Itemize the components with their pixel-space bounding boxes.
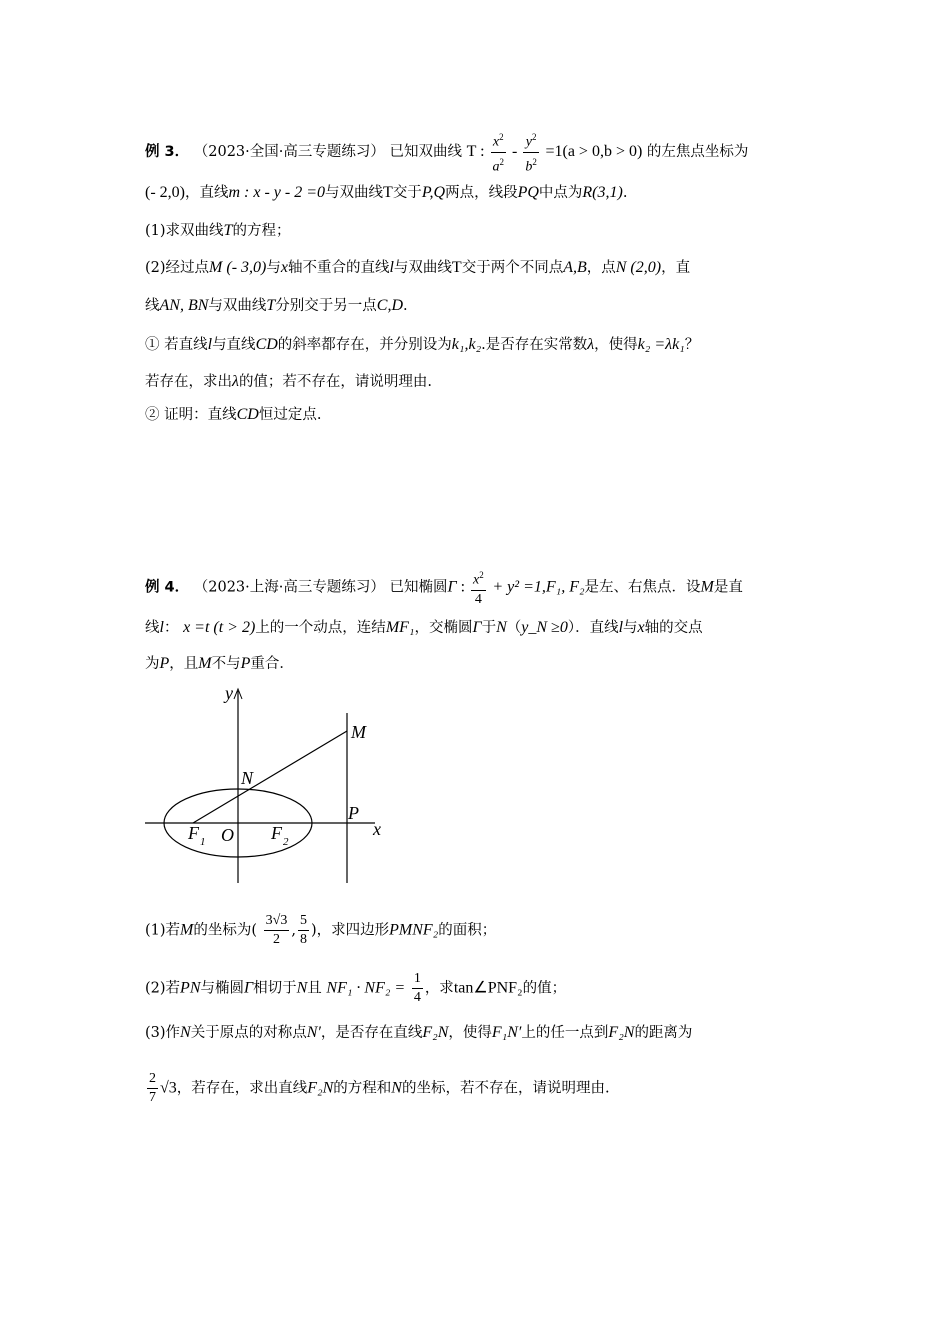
ex4-q3-line-1: (3)作N关于原点的对称点N′，是否存在直线F₂N，使得F₁N′上的任一点到F₂N的距离为	[145, 1024, 693, 1041]
ex4-frac: $\frac{x^2}{4}$	[471, 566, 486, 609]
ex3-s2: ② 证明：直线CD恒过定点.	[145, 406, 322, 423]
q2-frac: $\frac{1}{4}$	[413, 971, 421, 1005]
ex4-source: （2023·上海·高三专题练习）	[193, 579, 385, 596]
ellipse-figure	[145, 683, 395, 893]
label-N: N	[241, 768, 254, 788]
ex3-frac-y: $\frac{y^2}{b^2}$	[523, 128, 539, 176]
ex3-s1-line-1: ① 若直线l与直线CD的斜率都存在，并分别设为k₁,k₂.是否存在实常数λ，使得k₂ =λk₁？	[145, 336, 700, 353]
ex4-line-3: 为P，且M不与P重合．	[145, 655, 294, 672]
ex3-point-M: M (- 3,0)	[209, 259, 267, 276]
ex3-curve: T	[466, 143, 477, 161]
label-M: M	[351, 722, 366, 742]
q1-frac-2: $\frac{5}{8}$	[299, 913, 307, 947]
label-F1: F	[188, 823, 199, 843]
ellipse-diagram	[145, 683, 395, 893]
ex4-label: 例 4．	[145, 579, 190, 596]
ex3-line-m: m : x - y - 2 =0	[228, 184, 326, 201]
ex4-q2: (2)若PN与椭圆Γ相切于N且 NF₁ · NF₂ = $\frac{1}{4}$ ，求tan∠PNF₂的值；	[145, 971, 567, 1005]
ex3-condition: =1(a > 0,b > 0)	[545, 143, 643, 161]
ex3-point-R: R(3,1)	[582, 184, 623, 201]
ex3-s1-line-2: 若存在，求出λ的值；若不存在，请说明理由.	[145, 373, 433, 390]
label-F2-sub: 2	[283, 836, 289, 848]
ex3-intro: 已知双曲线	[389, 144, 462, 161]
line-MF1	[193, 731, 347, 823]
label-y: y	[225, 683, 233, 703]
label-O: O	[221, 825, 234, 845]
ex3-line-2: (- 2,0)，直线m : x - y - 2 =0与双曲线T交于P,Q两点，线段PQ中点为R(3,1).	[145, 184, 628, 201]
ex3-q2-line-2: 线AN, BN与双曲线T分别交于另一点C,D.	[145, 297, 408, 314]
ex3-focus: (- 2,0)	[145, 184, 185, 201]
label-x: x	[373, 819, 381, 839]
ex3-after: 的左焦点坐标为	[646, 144, 749, 161]
ex3-line-1: 例 3． （2023·全国·高三专题练习） 已知双曲线 T : $\frac{x^2}{a^2}$ - $\frac{y^2}{b^2}$ =1(a > 0,b > 0) 的左焦点坐标为	[145, 128, 748, 176]
ex4-q1: (1)若M的坐标为( $\frac{3√3}{2}$ , $\frac{5}{8}$ )，求四边形PMNF₂的面积；	[145, 913, 497, 947]
ex3-q1: (1)求双曲线T的方程；	[145, 222, 291, 239]
ex4-line-2: 线l： x =t (t > 2)上的一个动点，连结MF₁，交椭圆Γ于N（y_N ≥0）．直线l与x轴的交点	[145, 619, 703, 636]
ex3-q2-line-1: (2)经过点M (- 3,0)与x轴不重合的直线l与双曲线T交于两个不同点A,B，点N (2,0)，直	[145, 259, 691, 276]
q3-frac: $\frac{2}{7}$	[149, 1071, 156, 1105]
ex3-frac-x: $\frac{x^2}{a^2}$	[491, 128, 507, 176]
ex3-source: （2023·全国·高三专题练习）	[193, 144, 385, 161]
ex3-point-N: N (2,0)	[615, 259, 662, 276]
q1-frac-1: $\frac{3√3}{2}$	[265, 913, 288, 947]
ex3-label: 例 3．	[145, 144, 190, 161]
ex4-line-1: 例 4． （2023·上海·高三专题练习） 已知椭圆Γ : $\frac{x^2}{4}$ + y² =1,F₁, F₂是左、右焦点．设M是直	[145, 566, 743, 609]
label-F1-sub: 1	[200, 836, 206, 848]
ex4-q3-line-2: $\frac{2}{7}$ √3，若存在，求出直线F₂N的方程和N的坐标，若不存在，请说明理由.	[149, 1071, 610, 1105]
label-F2: F	[271, 823, 282, 843]
label-P: P	[348, 803, 359, 823]
